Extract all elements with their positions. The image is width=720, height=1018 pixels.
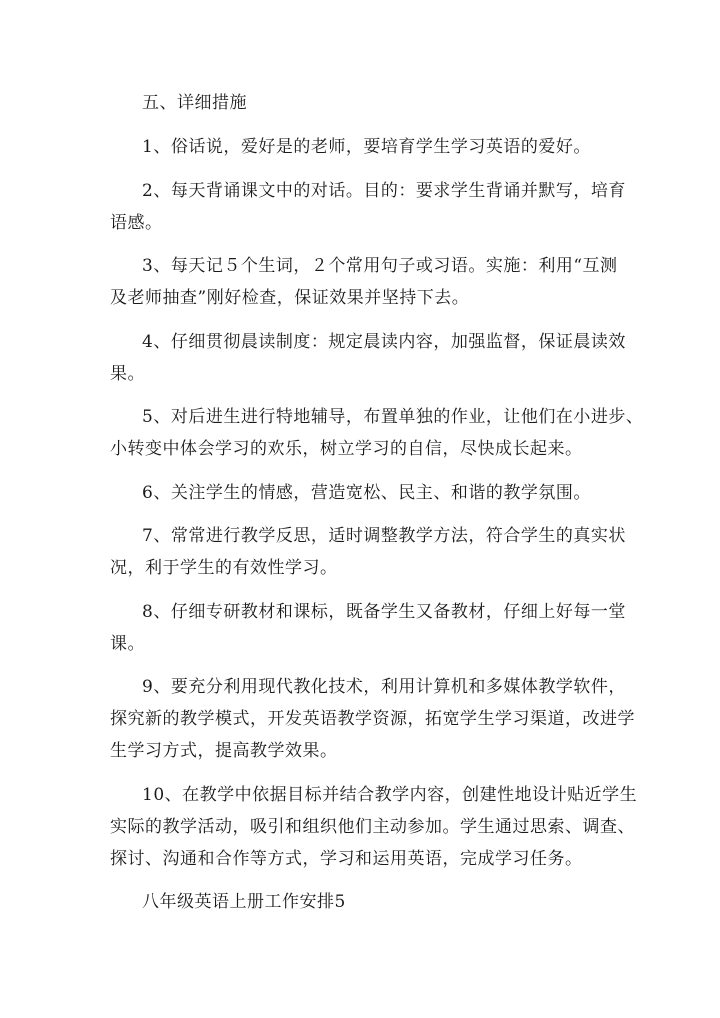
item-9-line-1: 9、要充分利用现代教化技术，利用计算机和多媒体教学软件，	[142, 677, 626, 697]
item-3-line-2: 及老师抽查”刚好检查，保证效果并坚持下去。	[110, 288, 470, 308]
item-6-line-1: 6、关注学生的情感，营造宽松、民主、和谐的教学氛围。	[142, 483, 591, 503]
item-7-line-1: 7、常常进行教学反思，适时调整教学方法，符合学生的真实状	[142, 526, 626, 546]
item-1-line-1: 1、俗话说，爱好是的老师，要培育学生学习英语的爱好。	[142, 137, 591, 157]
item-4-line-1: 4、仔细贯彻晨读制度：规定晨读内容，加强监督，保证晨读效	[142, 332, 626, 352]
section-heading: 五、详细措施	[142, 93, 247, 113]
item-4-line-2: 果。	[110, 364, 145, 384]
item-5-line-1: 5、对后进生进行特地辅导，布置单独的作业，让他们在小进步、	[142, 407, 644, 427]
item-9-line-3: 生学习方式，提高教学效果。	[110, 741, 338, 761]
item-10-line-3: 探讨、沟通和合作等方式，学习和运用英语，完成学习任务。	[110, 849, 583, 869]
next-section-title: 八年级英语上册工作安排5	[142, 892, 346, 912]
item-8-line-1: 8、仔细专研教材和课标，既备学生又备教材，仔细上好每一堂	[142, 602, 626, 622]
item-2-line-1: 2、每天背诵课文中的对话。目的：要求学生背诵并默写，培育	[142, 181, 626, 201]
item-10-line-2: 实际的教学活动，吸引和组织他们主动参加。学生通过思索、调查、	[110, 817, 635, 837]
item-10-line-1: 10、在教学中依据目标并结合教学内容，创建性地设计贴近学生	[142, 785, 638, 805]
item-5-line-2: 小转变中体会学习的欢乐，树立学习的自信，尽快成长起来。	[110, 439, 583, 459]
item-3-line-1: 3、每天记５个生词，２个常用句子或习语。实施：利用“互测	[142, 256, 618, 276]
item-9-line-2: 探究新的教学模式，开发英语教学资源，拓宽学生学习渠道，改进学	[110, 709, 635, 729]
item-8-line-2: 课。	[110, 634, 145, 654]
item-2-line-2: 语感。	[110, 213, 163, 233]
item-7-line-2: 况，利于学生的有效性学习。	[110, 558, 338, 578]
